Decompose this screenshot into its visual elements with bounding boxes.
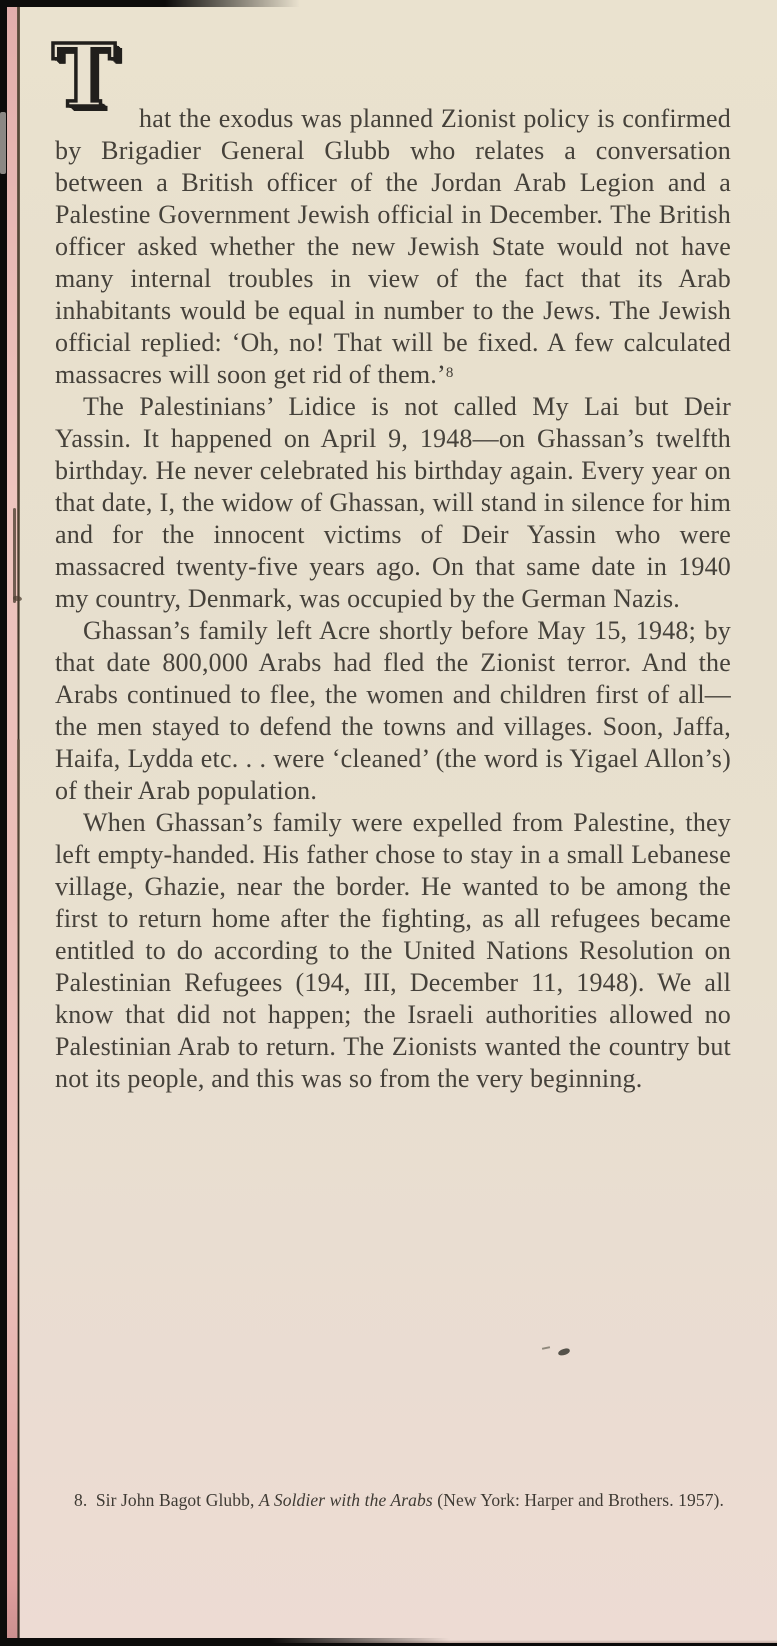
footnote-publisher: (New York: Harper and Brothers. 1957).: [437, 1490, 724, 1510]
footnote-book-title: A Soldier with the Arabs: [258, 1490, 433, 1510]
body-text: [55, 103, 731, 1095]
paragraph-1: [55, 103, 731, 391]
photo-top-shadow: [0, 0, 300, 7]
paragraph-4: When Ghassan’s family were expelled from Palestine, they left empty-handed. His father chose to stay in a small Lebanese village, Ghazie, near the border. He wanted to be among the first to return home after the fighting, as all refugees became entitled to do according to the United Nations Resolution on Palestinian Refugees (194, III, December 11, 1948). We all know that did not happen; the Israeli authorities allowed no Palestinian Arab to return. The Zionists wanted the country but not its people, and this was so from the very beginning.: [55, 808, 731, 1093]
page-edge-blemish: [13, 508, 16, 603]
paragraph-3: Ghassan’s family left Acre shortly before May 15, 1948; by that date 800,000 Arabs had fled the Zionist terror. And the Arabs continued to flee, the women and children first of all—the men stayed to defend the towns and villages. Soon, Jaffa, Haifa, Lydda etc. . . were ‘cleaned’ (the word is Yigael Allon’s) of their Arab population.: [55, 616, 731, 805]
footnote: [74, 1489, 734, 1511]
paragraph-1-text: hat the exodus was planned Zionist policy is confirmed by Brigadier General Glubb who relates a conversation between a British officer of the Jordan Arab Legion and a Palestine Government Jewish official in December. The British officer asked whether the new Jewish State would not have many internal troubles in view of the fact that its Arab inhabitants would be equal in number to the Jews. The Jewish official replied: ‘Oh, no! That will be fixed. A few calculated massacres will soon get rid of them.’: [55, 104, 731, 389]
photo-bottom-shadow: [0, 1638, 450, 1646]
footnote-author: Sir John Bagot Glubb,: [95, 1490, 255, 1510]
footnote-number: 8.: [74, 1490, 88, 1510]
raised-cap-T: T: [52, 26, 116, 127]
spine-notch: [0, 112, 6, 174]
footnote-marker: 8: [445, 365, 454, 381]
paragraph-2: The Palestinians’ Lidice is not called My Lai but Deir Yassin. It happened on April 9, 1948—on Ghassan’s twelfth birthday. He never celebrated his birthday again. Every year on that date, I, the widow of Ghassan, will stand in silence for him and for the innocent victims of Deir Yassin who were massacred twenty-five years ago. On that same date in 1940 my country, Denmark, was occupied by the German Nazis.: [55, 392, 731, 613]
page-edge-line: [17, 0, 20, 1643]
